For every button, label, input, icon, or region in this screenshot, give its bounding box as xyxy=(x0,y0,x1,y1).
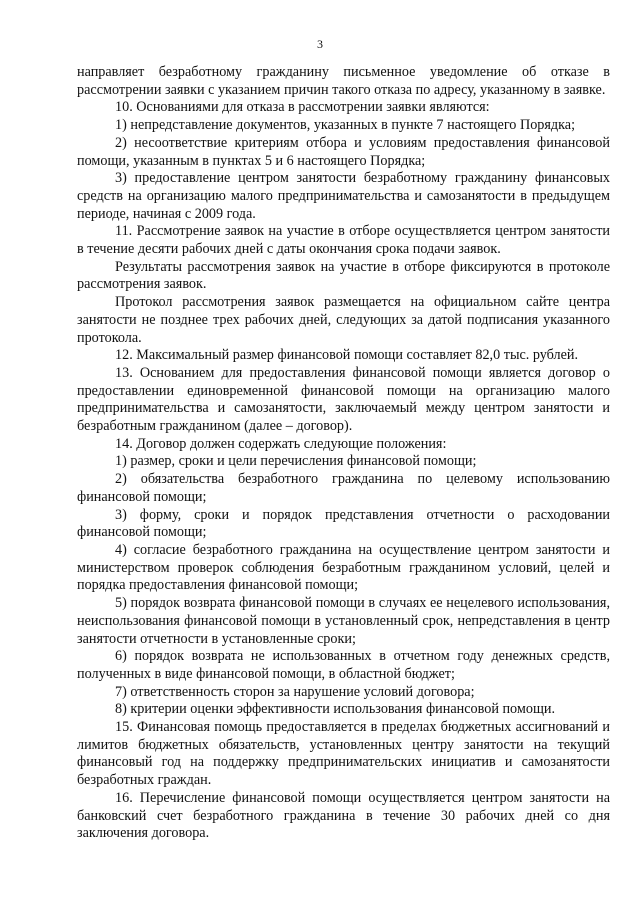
paragraph-item-14: 14. Договор должен содержать следующие положения: xyxy=(115,435,447,452)
paragraph-subitem-14-3: 3) форму, сроки и порядок представления отчетности о расходовании финансовой помощи; xyxy=(77,506,610,541)
paragraph-continuation: направляет безработному гражданину письменное уведомление об отказе в рассмотрении заявки с указанием причин такого отказа по адресу, указанному в заявке. xyxy=(77,64,610,98)
paragraph-subitem-14-5: 5) порядок возврата финансовой помощи в случаях ее нецелевого использования, неиспользования финансовой помощи в установленный срок, непредставления в центр занятости отчетности в установленные сроки; xyxy=(77,595,610,647)
document-body xyxy=(77,64,610,843)
paragraph-subitem-10-2: 2) несоответствие критериям отбора и условиям предоставления финансовой помощи, указанным в пунктах 5 и 6 настоящего Порядка; xyxy=(77,134,610,169)
paragraph-subitem-14-7: 7) ответственность сторон за нарушение условий договора; xyxy=(115,683,475,700)
paragraph-protocol: Протокол рассмотрения заявок размещается на официальном сайте центра занятости не позднее трех рабочих дней, следующих за датой подписания указанного протокола. xyxy=(77,294,610,346)
paragraph-item-16: 16. Перечисление финансовой помощи осуществляется центром занятости на банковский счет безработного гражданина в течение 30 рабочих дней со дня заключения договора. xyxy=(77,789,610,842)
paragraph-subitem-14-6: 6) порядок возврата не использованных в отчетном году денежных средств, полученных в виде финансовой помощи, в областной бюджет; xyxy=(77,648,610,682)
paragraph-subitem-10-3: 3) предоставление центром занятости безработному гражданину финансовых средств на организацию малого предпринимательства и самозанятости в предыдущем периоде, начиная с 2009 года. xyxy=(77,170,610,222)
paragraph-subitem-10-1: 1) непредставление документов, указанных в пункте 7 настоящего Порядка; xyxy=(115,117,576,134)
paragraph-subitem-14-8: 8) критерии оценки эффективности использования финансовой помощи. xyxy=(115,701,556,718)
paragraph-item-11: 11. Рассмотрение заявок на участие в отборе осуществляется центром занятости в течение десяти рабочих дней с даты окончания срока подачи заявок. xyxy=(77,223,610,258)
paragraph-item-13: 13. Основанием для предоставления финансовой помощи является договор о предоставлении единовременной финансовой помощи на организацию малого предпринимательства и самозанятости, заключаемый между центром занятости и безработным гражданином (далее – договор). xyxy=(77,364,610,435)
page-number: 3 xyxy=(317,37,323,51)
paragraph-results: Результаты рассмотрения заявок на участие в отборе фиксируются в протоколе рассмотрения заявок. xyxy=(77,258,610,293)
paragraph-item-15: 15. Финансовая помощь предоставляется в пределах бюджетных ассигнований и лимитов бюджетных обязательств, установленных центру занятости на текущий финансовый год на поддержку предпринимательских инициатив и самозанятости безработных граждан. xyxy=(77,719,610,789)
paragraph-item-10: 10. Основаниями для отказа в рассмотрении заявки являются: xyxy=(115,99,490,116)
paragraph-subitem-14-1: 1) размер, сроки и цели перечисления финансовой помощи; xyxy=(115,453,477,470)
paragraph-subitem-14-4: 4) согласие безработного гражданина на осуществление центром занятости и министерством проверок соблюдения безработным гражданином условий, целей и порядка предоставления финансовой помощи; xyxy=(77,541,610,594)
paragraph-item-12: 12. Максимальный размер финансовой помощи составляет 82,0 тыс. рублей. xyxy=(115,347,579,364)
paragraph-subitem-14-2: 2) обязательства безработного гражданина по целевому использованию финансовой помощи; xyxy=(77,471,610,505)
